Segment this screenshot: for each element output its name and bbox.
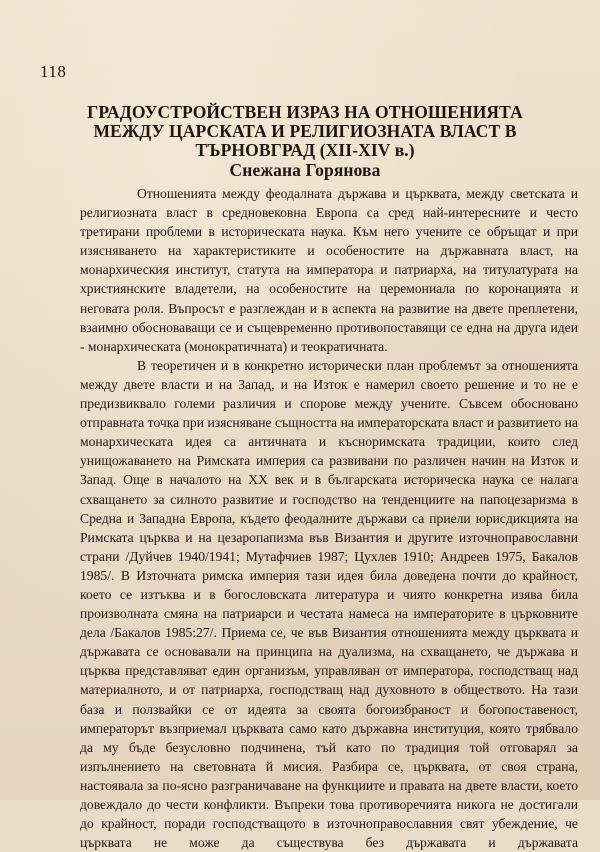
page-number: 118 bbox=[40, 62, 67, 81]
article-title bbox=[60, 103, 550, 180]
paragraph-1: Отношенията между феодалната държава и църквата, между светската и религиозната власт в средновековна Европа са сред най-интересните и често третирани проблеми в историческата наука. Към него учените се обръщат и при изясняването на характеристиките и особеностите на държавната власт, на монархическия институт, статута на императора и патриарха, на титулатурата на християнските владетели, на особеностите на церемониала по коронацията и неговата роля. Въпросът е разглеждан и в аспекта на развитие на двете преплетени, взаимно обосноваващи се и същевременно противопоставящи се една на друга идеи - монархическата (монократичната) и теократичната. bbox=[80, 186, 578, 354]
author-name: Снежана Горянова bbox=[229, 160, 381, 180]
article-body bbox=[80, 184, 578, 852]
title-line-3: ТЪРНОВГРАД (XII-XIV в.) bbox=[195, 140, 415, 160]
title-line-2: МЕЖДУ ЦАРСКАТА И РЕЛИГИОЗНАТА ВЛАСТ В bbox=[93, 121, 517, 141]
paragraph-2: В теоретичен и в конкретно исторически план проблемът за отношенията между двете власти и на Запад, и на Изток е намерил своето решение и то не е предизвиквало големи различия и спорове между учените. Съвсем обосновано отправната точка при изясняване същността на императорската власт и развитието на монархическата идея са античната и късноримската традиции, които след унищожаването на Римската империя са развивани по различен начин на Изток и Запад. Още в началото на XX век и в българската историческа наука се налага схващането за силното развитие и господство на тенденциите на папоцезаризма в Средна и Западна Европа, където феодалните държави са приели юрисдикцията на Римската църква и на цезаропапизма във Византия и другите източноправославни страни /Дуйчев 1940/1941; Мутафчиев 1987; Цухлев 1910; Андреев 1975, Бакалов 1985/. В Източната римска империя тази идея била доведена почти до крайност, което се изтъква и в богословската литература и чиято конкретна изява била произволната смяна на патриарси и честата намеса на императорите в църковните дела /Бакалов 1985:27/. Приема се, че във Византия отношенията между църквата и държавата се основавали на принципа на дуализма, на схващането, че държава и църква представляват един организъм, управляван от императора, господстващ над материалното, и от патриарха, господстващ над духовното в обществото. На тази база и ползвайки се от идеята за своята богоизбраност и богопоставеност, императорът възприемал църквата само като държавна институция, която трябвало да му бъде безусловно подчинена, тъй като по традиция той отговарял за изпълнението на световната й мисия. Разбира се, църквата, от своя страна, настоявала за по-ясно разграничаване на функциите и правата на двете власти, което довеждало до чести конфликти. Въпреки това противоречията никога не достигали до крайност, поради господстващото в източноправославния свят убеждение, че църквата не може да съществува без държавата и държавата bbox=[80, 357, 578, 851]
title-line-1: ГРАДОУСТРОЙСТВЕН ИЗРАЗ НА ОТНОШЕНИЯТА bbox=[87, 102, 523, 122]
